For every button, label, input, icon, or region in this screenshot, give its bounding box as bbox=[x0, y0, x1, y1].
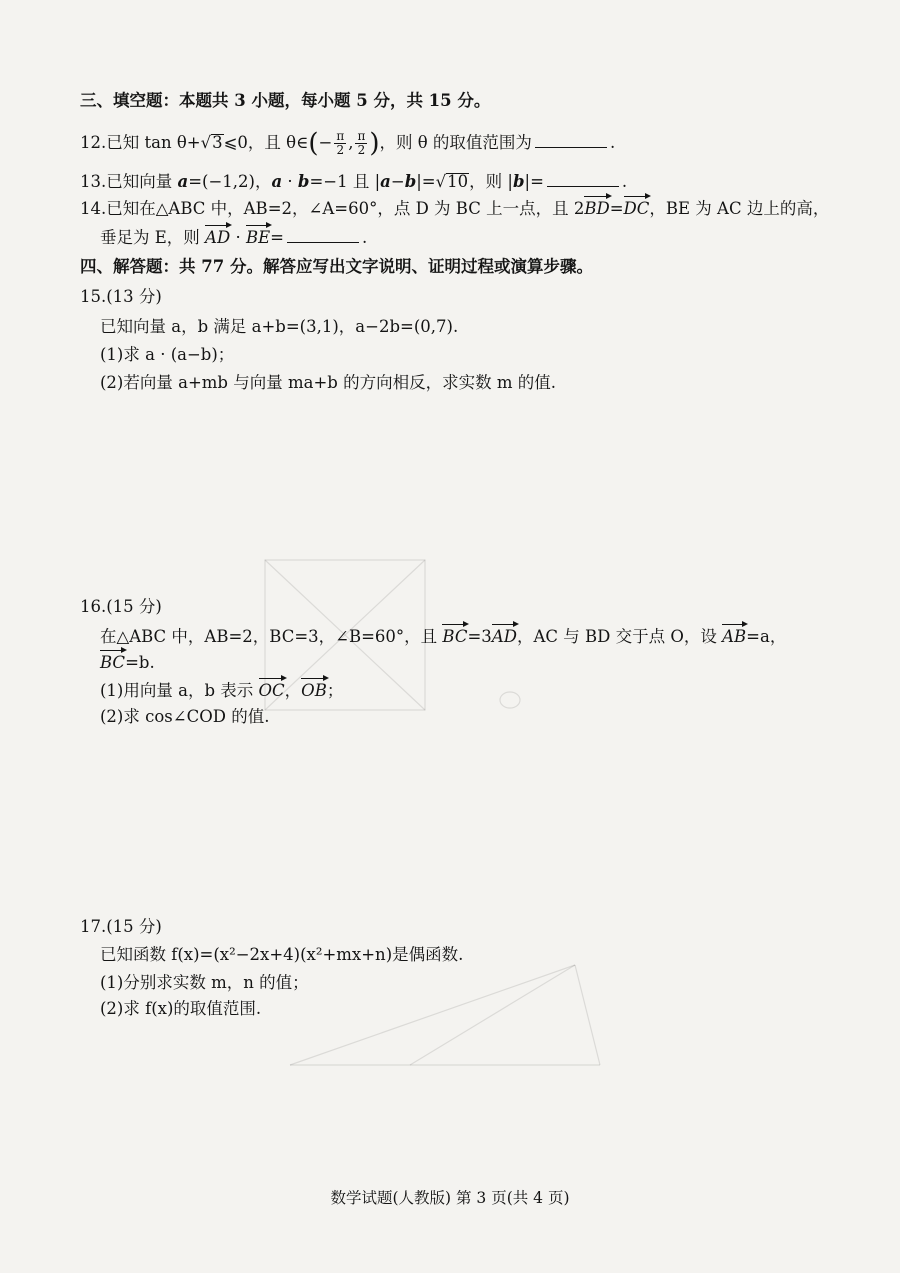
q12-minus: − bbox=[318, 133, 333, 152]
page-footer bbox=[0, 1186, 900, 1208]
q16-vec-BC: BC bbox=[442, 627, 468, 646]
q14-text-1: 14.已知在△ABC 中，AB=2，∠A=60°，点 D 为 BC 上一点，且 2 bbox=[80, 199, 585, 218]
q14-vec-BE: BE bbox=[245, 228, 271, 247]
question-12: 12.已知 tan θ+√3⩽0，且 θ∈(− $\frac{\pi}{2}$ , $\frac{\pi}{2}$ )，则 θ 的取值范围为 . bbox=[80, 128, 616, 159]
q16-vec-AB: AB bbox=[722, 627, 747, 646]
q15-stem-text: 已知向量 a，b 满足 a+b=(3,1)，a−2b=(0,7). bbox=[100, 317, 459, 336]
q13-vec-b: b bbox=[297, 172, 310, 191]
section-3-header-text: 三、填空题：本题共 3 小题，每小题 5 分，共 15 分。 bbox=[80, 91, 491, 110]
q12-frac-1-den: 2 bbox=[336, 143, 345, 157]
q16-stem-1a: 在△ABC 中，AB=2，BC=3，∠B=60°，且 bbox=[100, 627, 443, 646]
q17-part-2 bbox=[100, 998, 860, 1020]
q16-vec-OB: OB bbox=[301, 681, 327, 700]
q12-sqrt: 3 bbox=[212, 133, 223, 152]
q12-end: . bbox=[609, 133, 616, 152]
q13-vec-a-2: a bbox=[271, 172, 283, 191]
q14-vec-DC: DC bbox=[623, 199, 650, 218]
q14-dot: · bbox=[230, 228, 246, 247]
q16-part-1 bbox=[100, 680, 860, 702]
q17-part-1-text: (1)分别求实数 m，n 的值； bbox=[100, 973, 309, 992]
q17-stem bbox=[100, 944, 860, 966]
q14-text-2: ，BE 为 AC 边上的高， bbox=[649, 199, 830, 218]
q15-stem bbox=[100, 316, 860, 338]
q12-text-1: 12.已知 tan θ+ bbox=[80, 133, 201, 152]
q13-eq-1: =(−1,2)， bbox=[188, 172, 272, 191]
q15-part-1 bbox=[100, 344, 860, 366]
q17-stem-text: 已知函数 f(x)=(x²−2x+4)(x²+mx+n)是偶函数. bbox=[100, 945, 464, 964]
q13-vec-a-3: a bbox=[380, 172, 391, 191]
page-footer-text: 数学试题(人教版) 第 3 页(共 4 页) bbox=[330, 1189, 570, 1207]
q13-dot: · bbox=[282, 172, 298, 191]
q17-part-2-text: (2)求 f(x)的取值范围. bbox=[100, 999, 262, 1018]
q13-eq-3: |= bbox=[416, 172, 436, 191]
q15-label-text: 15.(13 分) bbox=[80, 287, 162, 306]
q16-eq-b: =b. bbox=[125, 653, 155, 672]
q13-eq-2: =−1 且 | bbox=[309, 172, 381, 191]
section-3-header bbox=[80, 90, 860, 112]
q13-text-1: 13.已知向量 bbox=[80, 172, 178, 191]
q16-stem-1b: ，AC 与 BD 交于点 O，设 bbox=[516, 627, 723, 646]
section-4-header-text: 四、解答题：共 77 分。解答应写出文字说明、证明过程或演算步骤。 bbox=[80, 257, 593, 276]
q16-label-text: 16.(15 分) bbox=[80, 597, 162, 616]
q16-part-1b: ； bbox=[326, 681, 344, 700]
q12-frac-1-num: π bbox=[336, 129, 345, 143]
q13-vec-a: a bbox=[177, 172, 189, 191]
q16-eq-a: =a， bbox=[746, 627, 787, 646]
q15-label bbox=[80, 286, 860, 308]
q13-answer-blank[interactable] bbox=[547, 170, 619, 187]
q16-eq-3: =3 bbox=[467, 627, 492, 646]
q16-vec-OC: OC bbox=[258, 681, 285, 700]
q14-end: . bbox=[361, 228, 368, 247]
q12-answer-blank[interactable] bbox=[535, 131, 607, 148]
q15-part-2 bbox=[100, 372, 860, 394]
q14-vec-BD: BD bbox=[584, 199, 610, 218]
q16-part-2 bbox=[100, 706, 860, 728]
q14-text-4: = bbox=[270, 228, 284, 247]
q14-vec-AD: AD bbox=[205, 228, 231, 247]
q12-paren-close: ) bbox=[369, 128, 380, 159]
q15-part-1-text: (1)求 a · (a−b)； bbox=[100, 345, 235, 364]
q12-text-3: ，则 θ 的取值范围为 bbox=[379, 133, 532, 152]
question-13: 13.已知向量 a=(−1,2)，a · b=−1 且 |a−b|=√10，则 |b|= . bbox=[80, 172, 628, 191]
q15-part-2-text: (2)若向量 a+mb 与向量 ma+b 的方向相反，求实数 m 的值. bbox=[100, 373, 556, 392]
q16-comma: ， bbox=[284, 681, 302, 700]
q17-label bbox=[80, 916, 860, 938]
q17-label-text: 17.(15 分) bbox=[80, 917, 162, 936]
q13-vec-b-3: b bbox=[512, 172, 525, 191]
q13-vec-b-2: b bbox=[404, 172, 417, 191]
q12-frac-2-den: 2 bbox=[357, 143, 366, 157]
q16-part-1a: (1)用向量 a，b 表示 bbox=[100, 681, 259, 700]
q14-eq: = bbox=[609, 199, 624, 218]
question-14-line-2 bbox=[100, 226, 860, 249]
q14-answer-blank[interactable] bbox=[287, 226, 359, 243]
q13-sqrt: 10 bbox=[447, 172, 469, 191]
q12-text-2: ⩽0，且 θ∈ bbox=[223, 133, 309, 152]
question-14-line-1 bbox=[80, 198, 860, 220]
q12-frac-1 bbox=[334, 130, 346, 157]
q16-label bbox=[80, 596, 860, 618]
q17-part-1 bbox=[100, 972, 860, 994]
section-4-header bbox=[80, 256, 860, 278]
q14-text-3: 垂足为 E，则 bbox=[100, 228, 206, 247]
q16-part-2-text: (2)求 cos∠COD 的值. bbox=[100, 707, 270, 726]
q16-vec-BC-2: BC bbox=[100, 653, 126, 672]
q13-text-3: |= bbox=[524, 172, 544, 191]
q13-end: . bbox=[621, 172, 628, 191]
q16-vec-AD: AD bbox=[491, 627, 517, 646]
q16-stem-line-1 bbox=[100, 626, 860, 648]
q16-stem-line-2 bbox=[100, 652, 860, 674]
q12-paren-open: ( bbox=[308, 128, 319, 159]
q12-comma: , bbox=[348, 133, 354, 152]
q13-minus: − bbox=[390, 172, 405, 191]
q13-text-2: ，则 | bbox=[469, 172, 513, 191]
q12-frac-2-num: π bbox=[357, 129, 366, 143]
q12-frac-2 bbox=[355, 130, 367, 157]
